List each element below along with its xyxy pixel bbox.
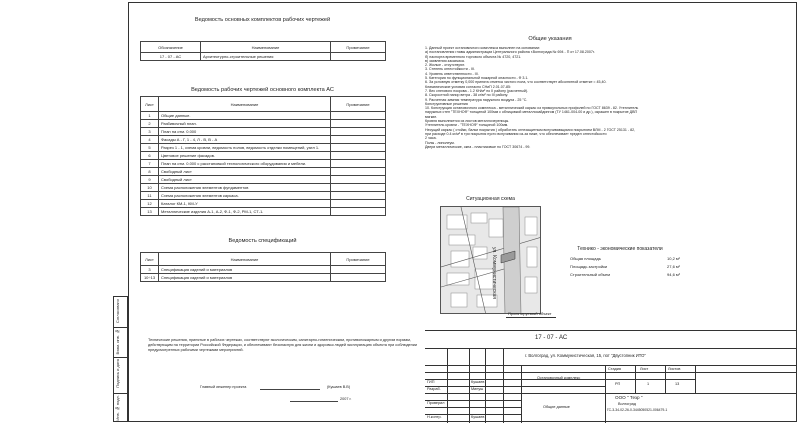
note-line: 3. Степень огнестойкости - III. <box>425 67 475 72</box>
table-cell: Схема расположения элементов каркаса. <box>159 192 331 200</box>
org-license: ГС-3-34-02-26-0-3445050521-006479-1 <box>607 408 668 412</box>
header-cell: Примечание <box>331 253 386 266</box>
table-row <box>141 160 386 168</box>
sheets-table <box>140 96 386 216</box>
side-stamp-cell <box>114 393 127 421</box>
kits-title: Ведомость основных комплектов рабочих чертежей <box>194 17 331 23</box>
note-line: наружных стен "ТЕХНОФ" толщиной 100мм с облицовкой металлосайдингом (ТУ 1461-004-00 и др.), окрашен в покрытие ДВП <box>425 110 638 115</box>
table-cell: Свободный лист <box>159 176 331 184</box>
stamp-role: Разраб. <box>427 387 441 391</box>
note-line: Климатические условия согласно СНиП 2.01.07-85: <box>425 84 511 89</box>
engineer-label: Главный инженер проекта <box>200 385 247 389</box>
table-cell: 3 <box>141 128 159 136</box>
table-cell <box>331 184 386 192</box>
note-line: Кровля выполняется из листов металлочерепицы. <box>425 119 510 124</box>
table-row <box>141 192 386 200</box>
stamp-line <box>447 348 448 423</box>
tep-label: Площадь застройки <box>570 264 608 269</box>
side-stamp-label: Согласовано <box>115 299 120 324</box>
note-line: б) паспорта временного торгового объекта № 4720, 4721. <box>425 54 522 59</box>
table-cell <box>331 136 386 144</box>
table-cell <box>331 160 386 168</box>
sheet-value: 1 <box>647 382 650 386</box>
table-row <box>141 176 386 184</box>
stamp-role: ГИП <box>427 380 435 384</box>
table-cell: 8 <box>141 168 159 176</box>
stamp-line <box>425 407 521 408</box>
sheets-value: 13 <box>675 382 680 386</box>
table-row <box>141 136 386 144</box>
stamp-line <box>695 365 696 393</box>
table-cell: 10 <box>141 184 159 192</box>
note-line: 7. Вес снегового покрова - 1.2 КН/м² по II району (расчетный). <box>425 88 529 93</box>
header-cell: Наименование <box>159 253 331 266</box>
stamp-line <box>665 365 666 393</box>
header-cell: Примечание <box>331 97 386 112</box>
tep-value: 10,2 м² <box>667 256 680 261</box>
header-cell: Обозначение <box>141 42 201 53</box>
table-cell: Спецификация изделий и материалов <box>159 274 331 282</box>
table-cell: Свободный лист <box>159 168 331 176</box>
stamp-line <box>425 393 797 394</box>
title-block <box>425 330 797 422</box>
note-line: 5. Категория по функциональной пожарной опасности - Ф 3.1. <box>425 76 529 81</box>
tep-value: 94,6 м³ <box>667 272 680 277</box>
table-cell <box>331 144 386 152</box>
table-row <box>141 208 386 216</box>
stamp-line <box>425 365 797 366</box>
table-cell <box>331 192 386 200</box>
side-stamp <box>113 296 128 422</box>
note-line: 4. Уровень ответственности - III. <box>425 71 479 76</box>
table-cell: 6 <box>141 152 159 160</box>
stamp-line <box>605 372 797 373</box>
tep-table <box>570 256 680 280</box>
note-line: Двери металлические, окна - пластиковые по ГОСТ 30674 - 99. <box>425 144 531 149</box>
statement-year: 2007 г. <box>340 397 352 401</box>
table-row <box>141 200 386 208</box>
table-cell: 11 <box>141 192 159 200</box>
table-cell: 7 <box>141 160 159 168</box>
note-line: 8. Скоростной напор ветра - 38 кг/м² по III району. <box>425 93 509 98</box>
date-line <box>290 401 338 402</box>
stamp-line <box>605 379 695 380</box>
stamp-code: 17 - 07 - АС <box>535 335 568 341</box>
tep-value: 27,6 м² <box>667 264 680 269</box>
table-cell: Фасады А - Г, 1 - 4, Л - В, В - А <box>159 136 331 144</box>
stamp-person: Кушаев <box>471 415 485 419</box>
stamp-line <box>425 386 605 387</box>
table-row <box>141 266 386 274</box>
stamp-line <box>425 372 605 373</box>
tep-title: Технико - экономические показатели <box>577 246 663 252</box>
table-cell: 4 <box>141 136 159 144</box>
sheets-label: Листов <box>668 367 681 371</box>
table-row <box>141 112 386 120</box>
general-notes <box>425 46 675 149</box>
table-cell: 5 <box>141 144 159 152</box>
note-line: Конструктивные решения <box>425 101 468 106</box>
stamp-sheet-name: Общие данные <box>543 405 570 409</box>
table-cell <box>331 53 386 61</box>
table-row <box>141 168 386 176</box>
table-cell <box>331 266 386 274</box>
table-row <box>141 128 386 136</box>
stamp-object: Остановочный комплекс <box>537 376 581 380</box>
table-cell: Металлические изделия А-1, А-2, Ф-1, Ф-2, РМ-1, СТ-1. <box>159 208 331 216</box>
header-cell: Наименование <box>201 42 331 53</box>
side-stamp-cell <box>114 327 127 358</box>
table-cell: 9 <box>141 176 159 184</box>
table-cell <box>331 152 386 160</box>
note-line: 6. За условную отметку 0,000 принята отметка чистого пола, что соответствует абсолютной отметке = 45,40. <box>425 80 607 85</box>
org-name: ООО " Тезр " <box>615 395 643 400</box>
table-row <box>141 184 386 192</box>
table-cell <box>331 120 386 128</box>
stamp-line <box>469 348 470 423</box>
stamp-line <box>425 348 797 349</box>
table-cell: 12 <box>141 200 159 208</box>
table-cell: 2 <box>141 120 159 128</box>
table-cell <box>331 200 386 208</box>
side-stamp-label: Взам. инв. № <box>115 329 120 355</box>
header-cell: Примечание <box>331 42 386 53</box>
sheets-title: Ведомость рабочих чертежей основного комплекта АС <box>191 87 334 93</box>
header-cell: Лист <box>141 253 159 266</box>
table-row <box>141 152 386 160</box>
table-cell <box>331 208 386 216</box>
side-stamp-cell <box>114 297 127 328</box>
note-line: мягкие. <box>425 114 438 119</box>
note-line: Утеплитель кровли - "ТЕХНОФ" толщиной 100мм. <box>425 123 509 128</box>
table-cell: Архитектурно-строительные решения <box>201 53 331 61</box>
table-cell: Общие данные. <box>159 112 331 120</box>
table-row <box>141 144 386 152</box>
table-cell: План на отм. 0.000 с расстановкой технологического оборудования и мебели. <box>159 160 331 168</box>
side-stamp-cell <box>114 357 127 394</box>
stamp-line <box>605 365 606 423</box>
table-cell: 17 - 07 - АС <box>141 53 201 61</box>
note-line: 2 часа. <box>425 136 437 141</box>
table-cell <box>331 168 386 176</box>
note-line: Несущий каркас ( стойки, балки покрытия ) обработать огнезащитным вспучивающимся покрытием ВЛМ - 2 ГОСТ 25131 - 82, <box>425 127 636 132</box>
table-cell: 13 <box>141 208 159 216</box>
engineer-name: (Кушаев В.В) <box>327 385 351 389</box>
table-cell: Цветовое решение фасадов. <box>159 152 331 160</box>
object-label: Проектируемый объект <box>508 311 552 316</box>
table-cell: Разрез 1 - 1, схема кровли, ведомость полов, ведомость отделки помещений, узел 1. <box>159 144 331 152</box>
note-line: 2. Жилые - отсутствуют. <box>425 63 465 68</box>
table-row <box>141 274 386 282</box>
tep-row <box>570 256 680 264</box>
note-line: 1. Данный проект остановочного комплекса выполнен на основании: <box>425 46 541 50</box>
stage-label: Стадия <box>608 367 621 371</box>
kits-table <box>140 41 386 61</box>
table-row <box>141 53 386 61</box>
leader-line <box>506 317 556 318</box>
situation-map <box>440 206 541 314</box>
street-label: ул. Коммунистическая <box>491 247 497 300</box>
table-cell: 10÷13 <box>141 274 159 282</box>
stamp-person: Минуш <box>471 387 484 391</box>
tep-row <box>570 264 680 272</box>
stamp-address: г. Волгоград, ул. Коммунистическая, 15, пот "Двустопник ИТО" <box>525 353 646 358</box>
specs-table <box>140 252 386 282</box>
header-cell: Наименование <box>159 97 331 112</box>
stamp-person: Кушаев <box>471 380 485 384</box>
stamp-line <box>521 365 522 423</box>
sheet-label: Лист <box>640 367 649 371</box>
header-cell: Лист <box>141 97 159 112</box>
table-cell: Спецификация изделий и материалов <box>159 266 331 274</box>
side-stamp-label: Подпись и дата <box>115 359 120 388</box>
note-line: 9. Расчетная зимняя температура наружного воздуха - 25 °С. <box>425 97 528 102</box>
statement-block <box>140 330 425 422</box>
side-stamp-label: Инв. № подл. <box>115 395 120 421</box>
stamp-line <box>503 348 504 423</box>
note-line: а) постановления главы администрации Центрального района г.Волгограда № 694 - П от 17.08.2007г. <box>425 50 595 55</box>
table-cell: Разбивочный план. <box>159 120 331 128</box>
stamp-role: Проверил <box>427 401 445 405</box>
table-row <box>141 120 386 128</box>
stage-value: РП <box>615 382 621 386</box>
table-cell <box>331 112 386 120</box>
note-line: Полы - линолеум. <box>425 140 455 145</box>
stamp-line <box>635 365 636 393</box>
table-cell: Схема расположения элементов фундаментов <box>159 184 331 192</box>
table-cell: 1 <box>141 112 159 120</box>
signature-line <box>260 389 320 390</box>
note-line: 10. Конструкция остановочного комплекса - металлический каркас из прямоугольных профилей по ГОСТ 8639 - 82. Утеплитель <box>425 106 639 111</box>
stamp-line <box>485 348 486 423</box>
specs-title: Ведомость спецификаций <box>228 238 297 244</box>
table-cell: План на отм. 0.000 <box>159 128 331 136</box>
table-cell: Каталог КМ-1, КМ-У <box>159 200 331 208</box>
table-cell <box>331 128 386 136</box>
note-line: при расходе 0.4 кг/м² в три покрытия пусто вспучивания из-за ниже, что обеспечивает предел огнестойкости <box>425 131 607 136</box>
org-city: Волгоград <box>618 402 637 406</box>
tep-label: Общая площадь <box>570 256 601 261</box>
tep-row <box>570 272 680 280</box>
table-header-row <box>141 253 386 266</box>
tep-label: Строительный объем <box>570 272 610 277</box>
table-cell <box>331 274 386 282</box>
situation-title: Ситуационная схема <box>466 196 515 202</box>
table-header-row <box>141 42 386 53</box>
table-cell: 3 <box>141 266 159 274</box>
table-cell <box>331 176 386 184</box>
statement-text: Технические решения, принятые в рабочих чертежах, соответствуют экологическим, санитарно-гигиеническим, противопожарным и другим нормам, действующим на территории Российской Федерации, и обеспечивают безопасную для жизни и здоровья людей эксплуатацию объекта при соблюдении предусмотренных рабочими чертежами мероприятий. <box>148 338 417 352</box>
general-notes-title: Общие указания <box>528 36 572 42</box>
table-header-row <box>141 97 386 112</box>
stamp-role: Н.контр. <box>427 415 442 419</box>
note-line: в) заявления заказчика. <box>425 58 465 63</box>
